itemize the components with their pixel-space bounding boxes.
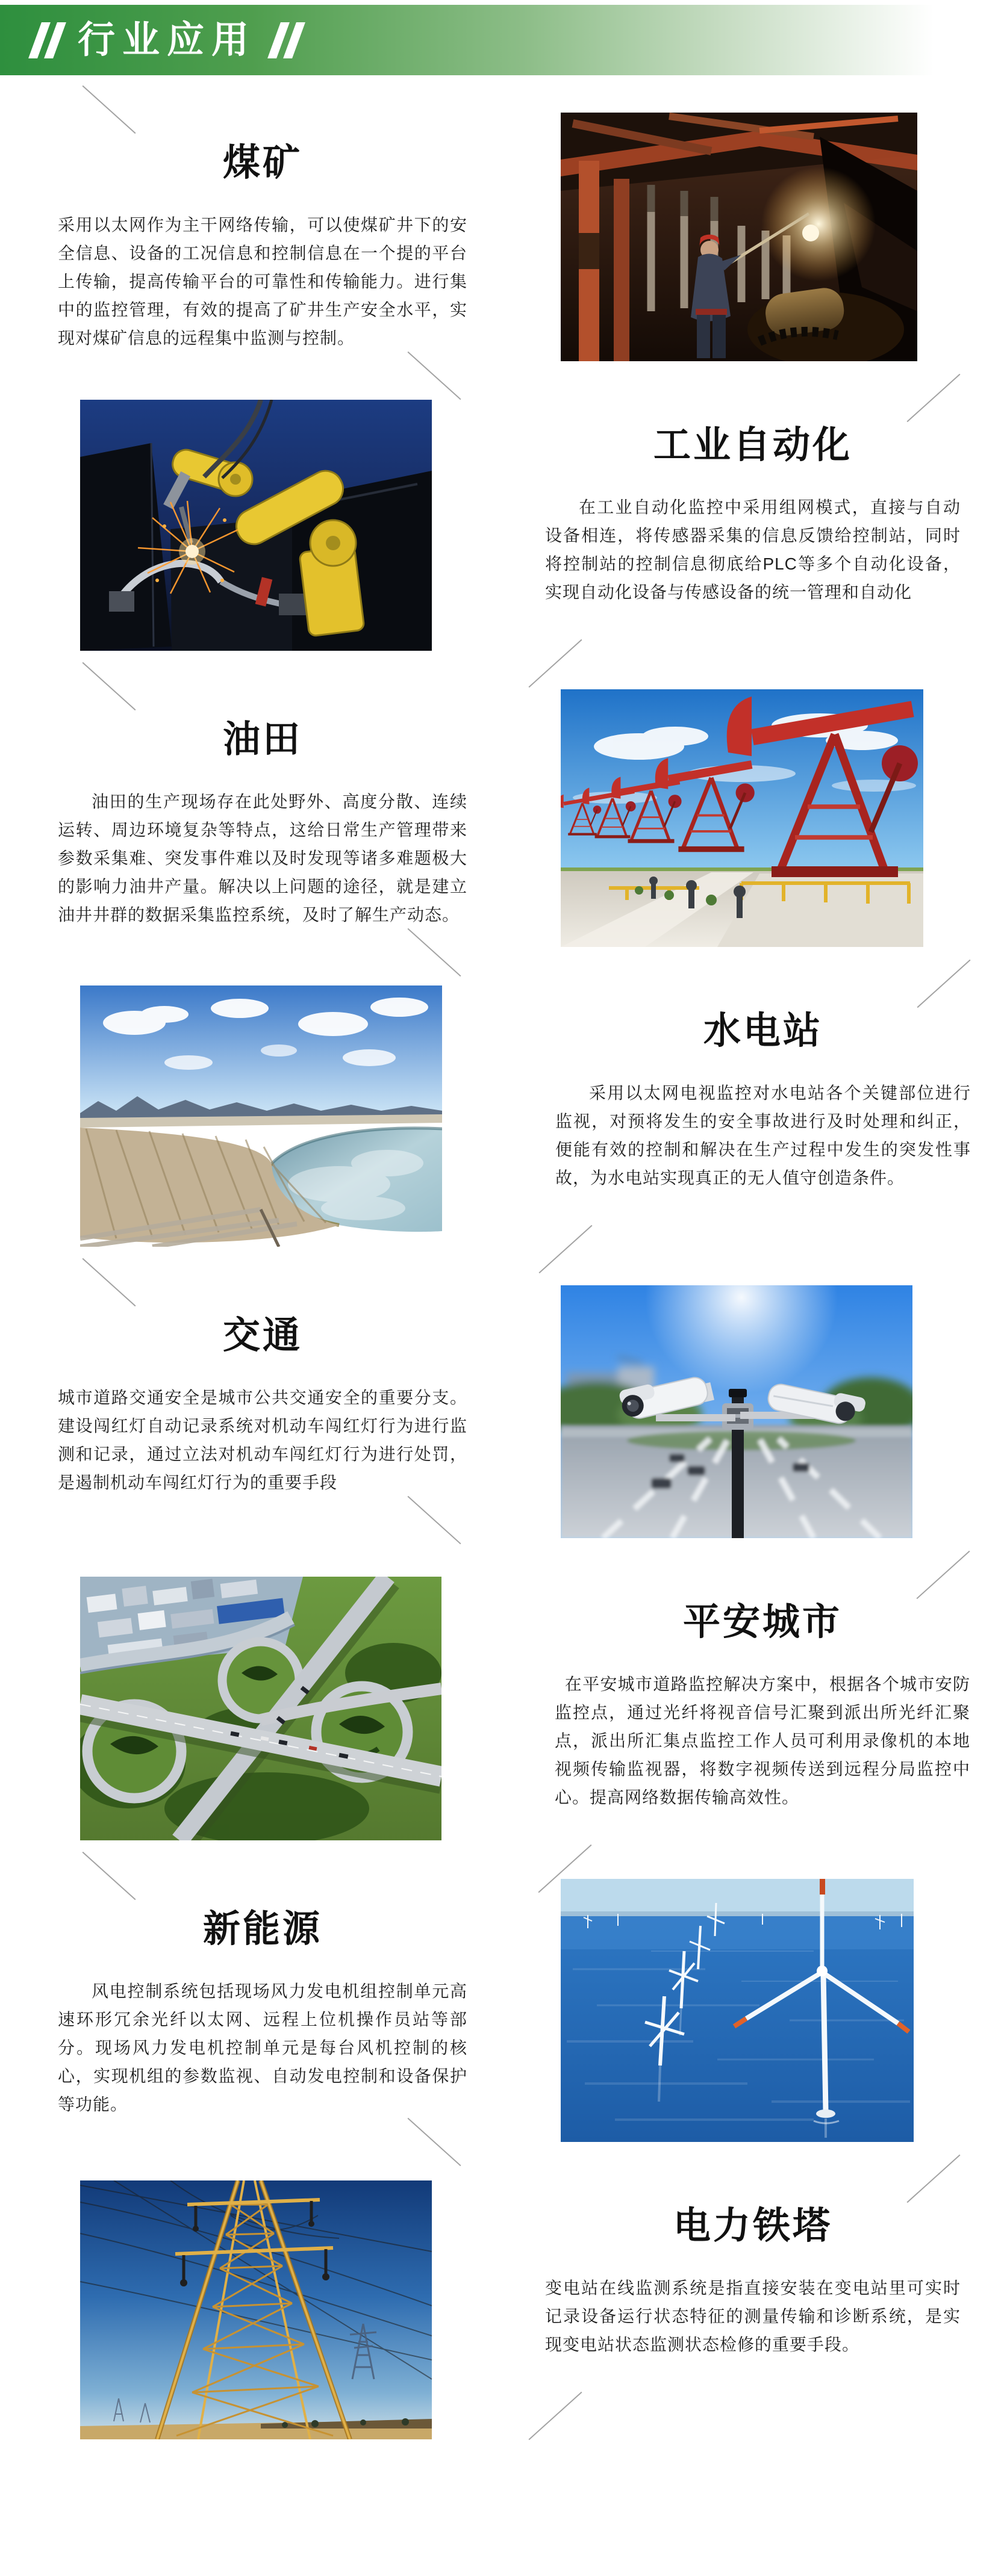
section-power-tower — [0, 2180, 1004, 2439]
section-title: 新能源 — [202, 1908, 322, 1950]
section-safe-city — [0, 1577, 1004, 1840]
oil-field-text-block — [58, 689, 467, 929]
page-title: 行业应用 — [78, 19, 257, 61]
section-title: 交通 — [222, 1315, 302, 1356]
oil-field-photo — [561, 689, 923, 947]
safe-city-text-block — [555, 1577, 970, 1811]
industry-applications-list — [0, 75, 1004, 2439]
section-hydropower — [0, 985, 1004, 1247]
section-title: 电力铁塔 — [673, 2205, 832, 2247]
diagonal-line-icon — [407, 928, 461, 976]
diagonal-line-icon — [82, 1852, 136, 1900]
welding-robot-photo — [80, 400, 432, 651]
hydropower-text-block — [555, 985, 971, 1192]
section-title: 平安城市 — [682, 1601, 842, 1643]
section-oil-field — [0, 689, 1004, 947]
banner-slash-icon — [274, 22, 299, 58]
section-body: 在平安城市道路监控解决方案中，根据各个城市安防监控点，通过光纤将视音信号汇聚到派出所光纤汇聚点，派出所汇集点监控工作人员可利用录像机的本地视频传输监视器，将数字视频传送到远程分局监控中心。提高网络数据传输高效性。 — [555, 1675, 970, 1807]
diagonal-line-icon — [82, 85, 136, 134]
diagonal-line-icon — [528, 2392, 582, 2440]
section-title: 水电站 — [703, 1010, 823, 1052]
power-tower-text-block — [545, 2180, 961, 2359]
diagonal-line-icon — [407, 352, 461, 400]
coal-mine-text-block — [58, 113, 467, 352]
diagonal-line-icon — [82, 662, 136, 710]
section-header-banner — [0, 5, 1004, 75]
diagonal-line-icon — [916, 1551, 970, 1599]
hydropower-reservoir-photo — [80, 985, 442, 1247]
diagonal-line-icon — [528, 639, 582, 687]
diagonal-line-icon — [906, 374, 960, 422]
traffic-text-block — [58, 1285, 467, 1497]
diagonal-line-icon — [906, 2155, 960, 2203]
diagonal-line-icon — [538, 1225, 592, 1273]
section-title: 工业自动化 — [653, 424, 852, 466]
section-new-energy — [0, 1879, 1004, 2142]
section-traffic — [0, 1285, 1004, 1538]
section-body: 风电控制系统包括现场风力发电机组控制单元高速环形冗余光纤以太网、远程上位机操作员站等部分。现场风力发电机控制单元是每台风机控制的核心，实现机组的参数监视、自动发电控制和设备保护等功能。 — [58, 1982, 467, 2114]
section-body: 在工业自动化监控中采用组网模式，直接与自动设备相连，将传感器采集的信息反馈给控制站，同时将控制站的控制信息彻底给PLC等多个自动化设备，实现自动化设备与传感设备的统一管理和自动化 — [545, 498, 961, 602]
section-body: 采用以太网电视监控对水电站各个关键部位进行监视，对预将发生的安全事故进行及时处理和纠正，便能有效的控制和解决在生产过程中发生的突发性事故，为水电站实现真正的无人值守创造条件。 — [555, 1084, 971, 1188]
diagonal-line-icon — [407, 1496, 461, 1544]
section-body: 油田的生产现场存在此处野外、高度分散、连续运转、周边环境复杂等特点，这给日常生产管理带来参数采集难、突发事件难以及时发现等诸多难题极大的影响力油井产量。解决以上问题的途径，就是建立油井井群的数据采集监控系统，及时了解生产动态。 — [58, 792, 467, 925]
coal-mine-photo — [561, 113, 917, 361]
industrial-automation-text-block — [545, 400, 961, 606]
section-body: 城市道路交通安全是城市公共交通安全的重要分支。建设闯红灯自动记录系统对机动车闯红灯行为进行监测和记录，通过立法对机动车闯红灯行为进行处罚，是遏制机动车闯红灯行为的重要手段 — [58, 1388, 467, 1492]
offshore-wind-farm-photo — [561, 1879, 914, 2142]
section-industrial-automation — [0, 400, 1004, 651]
diagonal-line-icon — [917, 960, 970, 1008]
banner-slash-icon — [35, 22, 60, 58]
highway-interchange-photo — [80, 1577, 441, 1840]
diagonal-line-icon — [407, 2118, 461, 2166]
power-tower-photo — [80, 2180, 432, 2439]
section-coal-mine — [0, 113, 1004, 361]
traffic-camera-photo — [561, 1285, 912, 1538]
section-title: 煤矿 — [222, 142, 302, 184]
section-body: 变电站在线监测系统是指直接安装在变电站里可实时记录设备运行状态特征的测量传输和诊断系统，是实现变电站状态监测状态检修的重要手段。 — [545, 2279, 961, 2354]
new-energy-text-block — [58, 1879, 467, 2118]
diagonal-line-icon — [82, 1258, 136, 1306]
section-body: 采用以太网作为主干网络传输，可以使煤矿井下的安全信息、设备的工况信息和控制信息在一个提的平台上传输，提高传输平台的可靠性和传输能力。进行集中的监控管理，有效的提高了矿井生产安全水平，实现对煤矿信息的远程集中监测与控制。 — [58, 216, 467, 348]
section-title: 油田 — [222, 719, 302, 760]
